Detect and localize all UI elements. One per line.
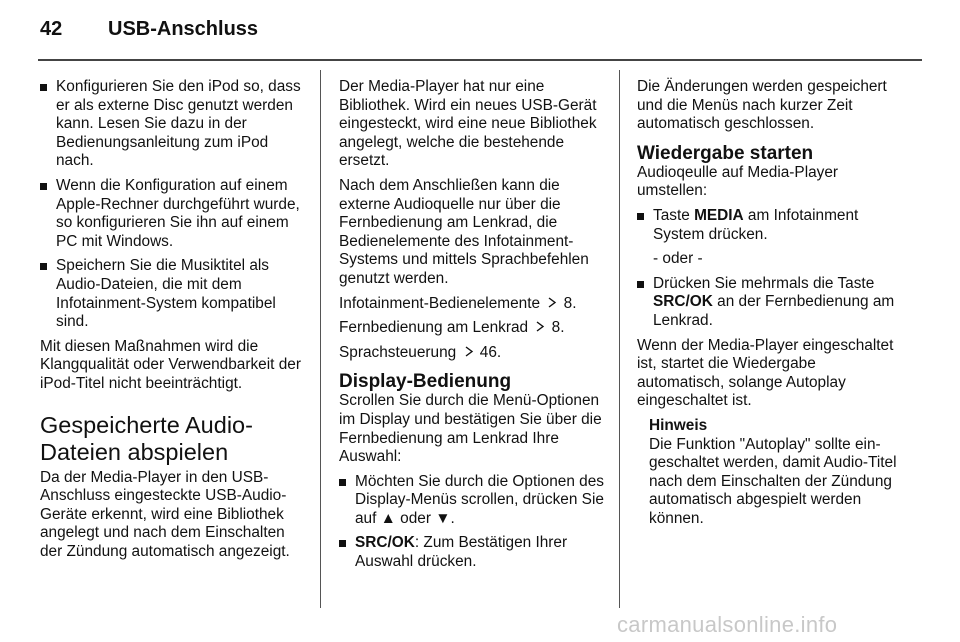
column-2: [339, 78, 607, 578]
or-separator: - oder -: [653, 250, 703, 268]
column-divider-left: [320, 70, 321, 608]
paragraph: Wenn der Media-Player eingeschaltet ist, startet die Wiedergabe automatisch, solange Autoplay eingeschaltet ist.: [637, 336, 894, 410]
paragraph: Audioqeulle auf Media-Player umstellen:: [637, 163, 839, 200]
page-number: 42: [40, 18, 63, 40]
bullet-icon: [40, 84, 47, 91]
page-reference-icon: [546, 297, 557, 308]
column-1: [40, 78, 308, 567]
bullet-icon: [40, 263, 47, 270]
list-item: Taste MEDIA am Infotainment System drücken.: [637, 207, 907, 244]
section-heading: Display-Bedienung: [339, 371, 512, 393]
paragraph: Mit diesen Maßnahmen wird die Klangqualität oder Verwendbarkeit der iPod-Titel nicht beeinträchtigt.: [40, 337, 301, 392]
page-reference-icon: [463, 346, 474, 357]
paragraph: Da der Media-Player in den USB-Anschluss eingesteckte USB-Audio-Geräte erkennt, wird eine Bibliothek angelegt und nach dem Einschalten der Zündung automatisch angezeigt.: [40, 468, 290, 560]
cross-reference[interactable]: Infotainment-Bedienelemente 8.: [339, 294, 577, 312]
column-3: [637, 78, 907, 528]
cross-reference[interactable]: Sprachsteuerung 46.: [339, 343, 502, 361]
cross-reference[interactable]: Fernbedienung am Lenkrad 8.: [339, 319, 565, 337]
note-text: Die Funktion "Autoplay" sollte ein-geschaltet werden, damit Audio-Titel nach dem Einschalten der Zündung automatisch abgespielt werden können.: [649, 435, 897, 527]
page-title: USB-Anschluss: [108, 18, 259, 40]
list-item: Möchten Sie durch die Optionen des Display-Menüs scrollen, drücken Sie auf ▲ oder ▼.: [339, 473, 607, 529]
section-heading: Wiedergabe starten: [637, 142, 814, 164]
list-item: Wenn die Konfiguration auf einem Apple-Rechner durchgeführt wurde, so konfigurieren Sie ihn auf einem PC mit Windows.: [40, 177, 308, 251]
header-rule: [38, 59, 922, 61]
bullet-icon: [637, 281, 644, 288]
bullet-icon: [40, 183, 47, 190]
section-heading: Gespeicherte Audio-Dateien abspielen: [40, 411, 253, 465]
bullet-icon: [339, 479, 346, 486]
note-title: Hinweis: [649, 416, 708, 434]
paragraph: Nach dem Anschließen kann die externe Audioquelle nur über die Fernbedienung am Lenkrad, die Bedienelemente des Infotainment-Systems und mittels Sprachbefehlen genutzt werden.: [339, 176, 589, 287]
list-item: Drücken Sie mehrmals die Taste SRC/OK an der Fernbedienung am Lenkrad.: [637, 275, 907, 331]
paragraph: Der Media-Player hat nur eine Bibliothek. Wird ein neues USB-Gerät eingesteckt, wird eine neue Bibliothek angelegt, welche die bestehende ersetzt.: [339, 78, 597, 170]
paragraph: Die Änderungen werden gespeichert und die Menüs nach kurzer Zeit automatisch geschlossen.: [637, 78, 887, 133]
bullet-icon: [637, 213, 644, 220]
page-header: [0, 0, 960, 62]
list-item: SRC/OK: Zum Bestätigen Ihrer Auswahl drücken.: [339, 534, 607, 571]
paragraph: Scrollen Sie durch die Menü-Optionen im Display und bestätigen Sie über die Fernbedienung am Lenkrad Ihre Auswahl:: [339, 392, 602, 466]
list-item: Speichern Sie die Musiktitel als Audio-Dateien, die mit dem Infotainment-System kompatibel sind.: [40, 257, 308, 331]
column-divider-right: [619, 70, 620, 608]
note-box: [637, 417, 907, 529]
watermark: carmanualsonline.info: [617, 612, 838, 637]
bullet-icon: [339, 540, 346, 547]
list-item: Konfigurieren Sie den iPod so, dass er als externe Disc genutzt werden kann. Lesen Sie dazu in der Bedienungsanleitung zum iPod nach.: [40, 78, 308, 171]
page-reference-icon: [534, 321, 545, 332]
